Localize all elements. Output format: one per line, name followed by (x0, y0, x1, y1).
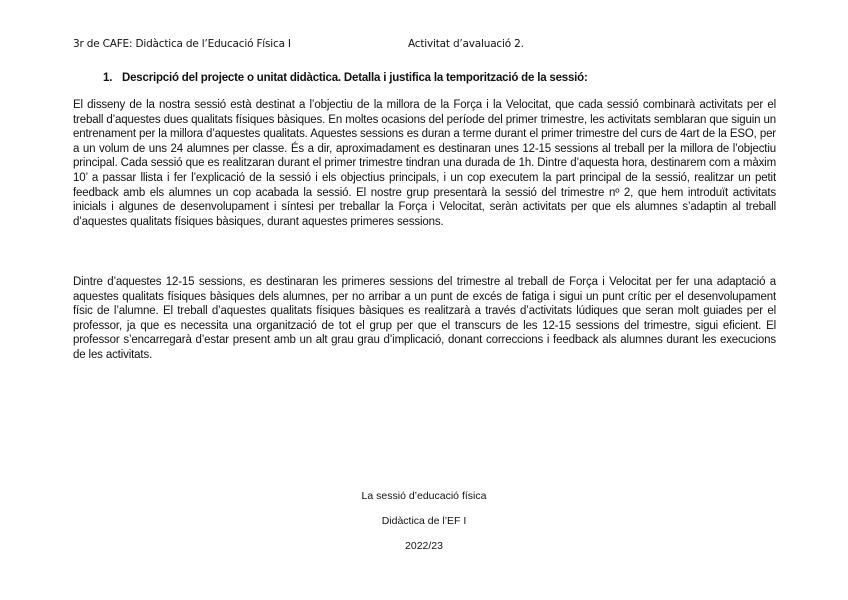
footer-title: La sessió d’educació física (361, 490, 487, 502)
section-number: 1. (103, 72, 113, 84)
body-paragraph-2: Dintre d’aquestes 12-15 sessions, es destinaran les primeres sessions del trimestre al treball de Força i Velocitat per fer una adaptació a aquestes qualitats físiques bàsiques dels alumnes, per no arribar a un punt de excés de fatiga i sigui un punt crític per el desenvolupament físic de l’alumne. El treball d’aquestes qualitats físiques bàsiques es realitzarà a través d’activitats lúdiques que seran molt guiades per el professor, ja que es necessita una organització de tot el grup per que el transcurs de les 12-15 sessions del trimestre, sigui eficient. El professor s’encarregarà d’estar present amb un alt grau grau d’implicació, donant correccions i feedback als alumnes durant les execucions de les activitats. (73, 276, 776, 361)
footer-year: 2022/23 (405, 540, 443, 552)
body-paragraph-1: El disseny de la nostra sessió està destinat a l’objectiu de la millora de la Força i la Velocitat, que cada sessió combinarà activitats per el treball d’aquestes dues qualitats físiques bàsiques. En moltes ocasions del període del primer trimestre, les activitats semblaran que siguin un entrenament per la millora d’aquestes qualitats. Aquestes sessions es duran a terme durant el primer trimestre del curs de 4art de la ESO, per a un volum de uns 24 alumnes per classe. És a dir, aproximadament es destinaran unes 12-15 sessions al treball per la millora de l’objectiu principal. Cada sessió que es realitzaran durant el primer trimestre tindran una durada de 1h. Dintre d’aquesta hora, destinarem com a màxim 10’ a passar llista i fer l’explicació de la sessió i els objectius principals, i un cop executem la part principal de la sessió, realitzar un petit feedback amb els alumnes un cop acabada la sessió. El nostre grup presentarà la sessió del trimestre nº 2, que hem introduït activitats inicials i algunes de desenvolupament i síntesi per treballar la Força i Velocitat, seràn activitats per que els alumnes s’adaptin al treball d’aquestes qualitats físiques bàsiques, durant aquestes primeres sessions. (73, 99, 776, 228)
section-heading (103, 72, 588, 84)
page-header-course: 3r de CAFE: Didàctica de l’Educació Física I (73, 38, 291, 50)
section-title: Descripció del projecte o unitat didàctica. Detalla i justifica la temporització de la sessió: (122, 72, 588, 84)
page-header-activity: Activitat d’avaluació 2. (408, 38, 524, 50)
footer-subject: Didàctica de l’EF I (381, 515, 467, 527)
